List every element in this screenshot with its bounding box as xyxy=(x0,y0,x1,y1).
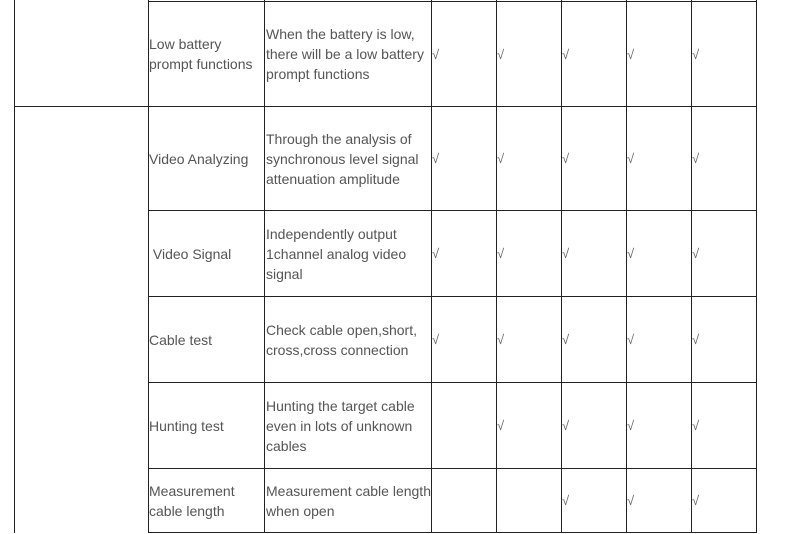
check-mark: √ xyxy=(562,246,570,261)
check-mark: √ xyxy=(432,151,440,166)
check-mark: √ xyxy=(692,493,700,508)
feature-description-cell xyxy=(266,2,431,106)
check-mark: √ xyxy=(562,332,570,347)
feature-name: Video Analyzing xyxy=(149,150,249,167)
check-mark: √ xyxy=(627,46,635,62)
grid-line xyxy=(756,0,757,533)
feature-name: Measurement cable length xyxy=(149,482,235,519)
check-mark: √ xyxy=(692,332,700,347)
check-mark: √ xyxy=(627,246,635,261)
check-mark: √ xyxy=(562,151,570,166)
check-mark: √ xyxy=(627,418,635,433)
check-mark: √ xyxy=(692,46,700,62)
feature-name: Cable test xyxy=(149,331,213,348)
feature-name-cell xyxy=(149,2,264,106)
check-mark xyxy=(497,469,561,532)
feature-description: Check cable open,short, cross,cross connection xyxy=(266,321,417,358)
check-mark: √ xyxy=(627,493,635,508)
feature-name-cell xyxy=(149,383,264,468)
feature-name-cell xyxy=(149,107,264,210)
check-mark: √ xyxy=(627,151,635,166)
check-mark: √ xyxy=(627,332,635,347)
check-mark: √ xyxy=(562,418,570,433)
check-mark: √ xyxy=(497,332,505,347)
check-mark: √ xyxy=(692,418,700,433)
feature-name-cell xyxy=(149,297,264,382)
feature-description-cell xyxy=(266,297,431,382)
check-mark: √ xyxy=(692,246,700,261)
check-mark xyxy=(432,383,496,468)
check-mark: √ xyxy=(497,418,505,433)
feature-description-cell xyxy=(266,469,431,532)
check-mark xyxy=(432,469,496,532)
feature-name: Hunting test xyxy=(149,417,224,434)
feature-description-cell xyxy=(266,107,431,210)
feature-name-cell xyxy=(149,211,264,296)
grid-line xyxy=(14,0,15,533)
check-mark: √ xyxy=(432,246,440,261)
grid-line xyxy=(264,0,265,533)
check-mark: √ xyxy=(692,151,700,166)
feature-description-cell xyxy=(266,383,431,468)
grid-line xyxy=(148,532,756,533)
check-mark: √ xyxy=(432,46,440,62)
check-mark: √ xyxy=(497,246,505,261)
check-mark: √ xyxy=(497,151,505,166)
feature-description-cell xyxy=(266,211,431,296)
feature-description: Through the analysis of synchronous level signal attenuation amplitude xyxy=(266,130,419,187)
check-mark: √ xyxy=(562,46,570,62)
check-mark: √ xyxy=(562,493,570,508)
feature-name: Low battery prompt functions xyxy=(149,36,253,72)
feature-description: Measurement cable length when open xyxy=(266,482,431,519)
feature-description: When the battery is low, there will be a low battery prompt functions xyxy=(266,26,424,82)
feature-description: Independently output 1channel analog video signal xyxy=(266,225,407,282)
check-mark: √ xyxy=(497,46,505,62)
feature-name-cell xyxy=(149,469,264,532)
feature-description: Hunting the target cable even in lots of unknown cables xyxy=(266,397,415,454)
feature-name: Video Signal xyxy=(149,245,232,262)
check-mark: √ xyxy=(432,332,440,347)
